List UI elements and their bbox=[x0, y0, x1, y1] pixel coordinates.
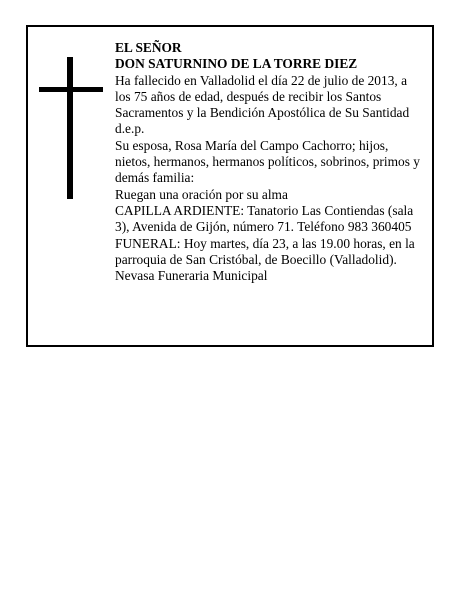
funeral-home: Nevasa Funeraria Municipal bbox=[115, 268, 268, 284]
funeral-details: FUNERAL: Hoy martes, día 23, a las 19.00 horas, en la parroquia de San Cristóbal, de Boecillo (Valladolid). bbox=[115, 235, 415, 267]
death-announcement: Ha fallecido en Valladolid el día 22 de julio de 2013, a los 75 años de edad, después de recibir los Santos Sacramentos y la Bendición Apostólica de Su Santidad d.e.p. bbox=[115, 72, 410, 137]
cross-horizontal-bar bbox=[39, 87, 103, 92]
deceased-name: DON SATURNINO DE LA TORRE DIEZ bbox=[115, 56, 358, 72]
wake-details: CAPILLA ARDIENTE: Tanatorio Las Contiendas (sala 3), Avenida de Gijón, número 71. Teléfono 983 360405 bbox=[115, 202, 414, 235]
prayer-request: Ruegan una oración por su alma bbox=[115, 186, 288, 202]
notice-text bbox=[115, 40, 425, 284]
family-members: Su esposa, Rosa María del Campo Cachorro; hijos, nietos, hermanos, hermanos políticos, sobrinos, primos y demás familia: bbox=[115, 137, 420, 186]
notice-title: EL SEÑOR bbox=[115, 40, 182, 55]
obituary-notice bbox=[26, 25, 434, 347]
cross-vertical-bar bbox=[67, 57, 73, 199]
